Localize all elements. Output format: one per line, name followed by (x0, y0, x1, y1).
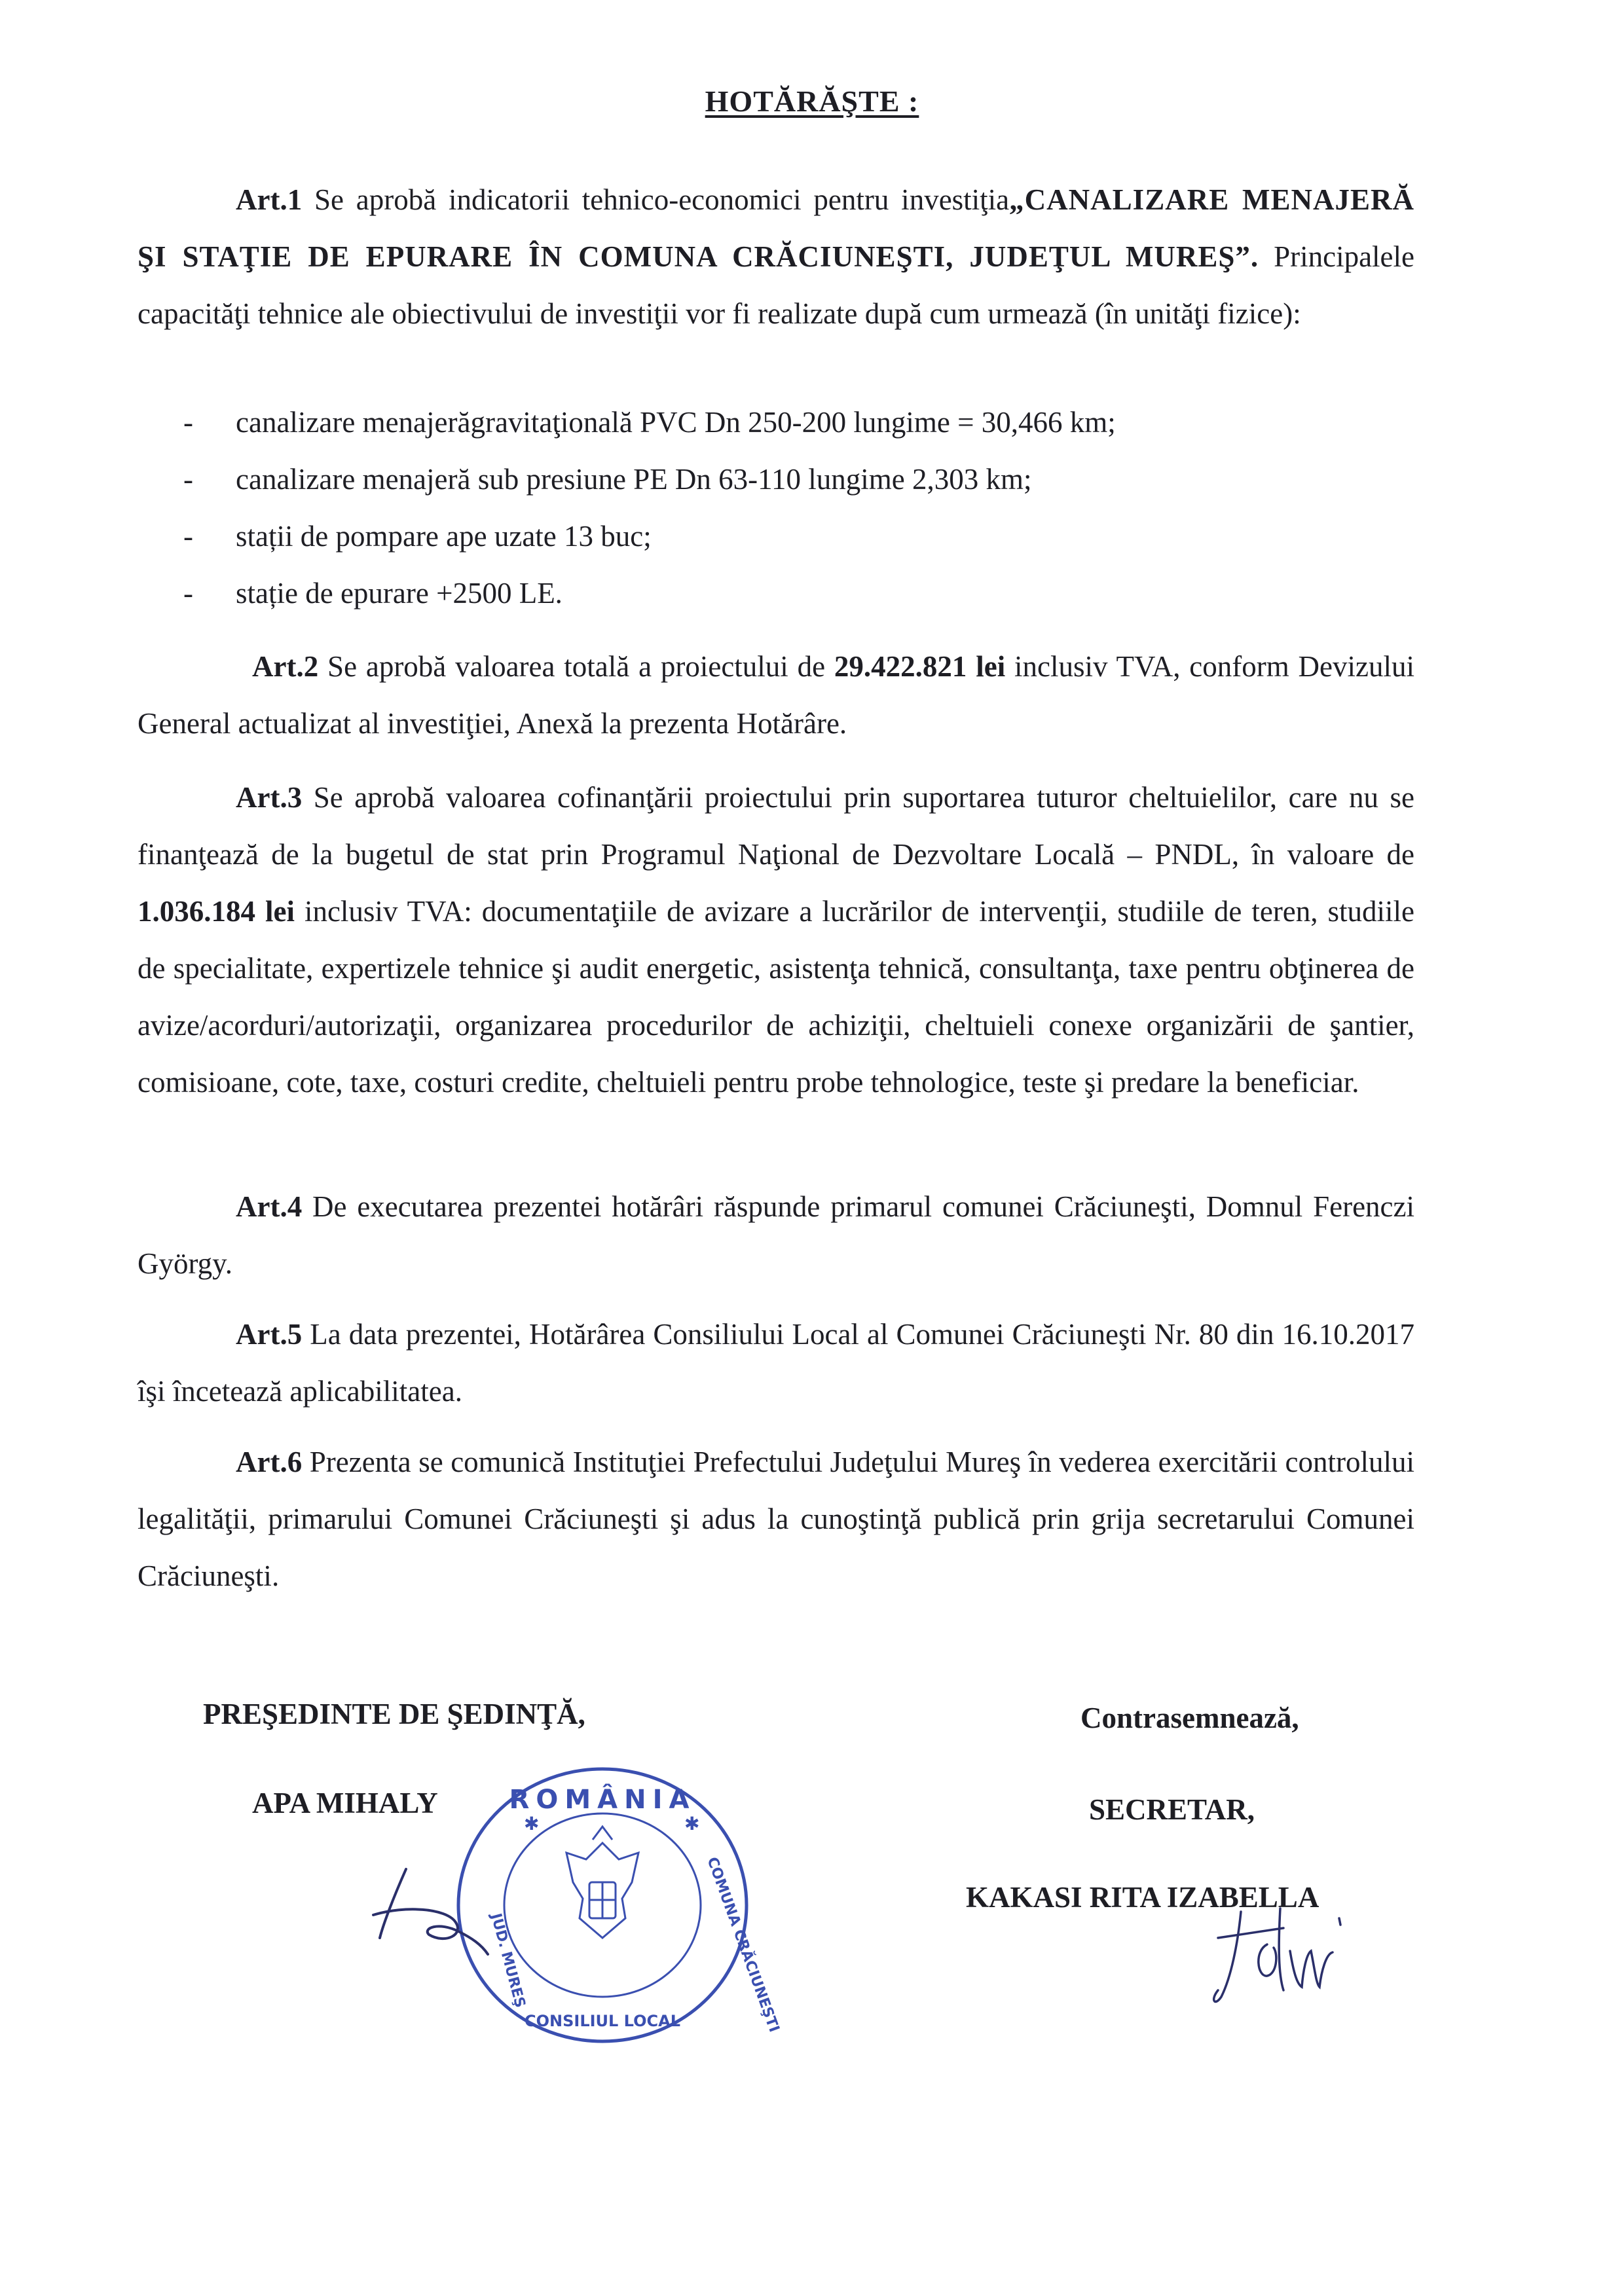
article-3-label: Art.3 (236, 781, 303, 814)
article-1 (138, 172, 1414, 342)
article-5-label: Art.5 (236, 1318, 303, 1351)
star-icon: ✱ (684, 1814, 700, 1834)
secretary-role: SECRETAR, (1089, 1793, 1255, 1826)
president-signature (367, 1859, 491, 1958)
president-role: PREŞEDINTE DE ŞEDINŢĂ, (203, 1698, 585, 1730)
secretary-signature (1205, 1899, 1356, 2016)
president-name: APA MIHALY (252, 1787, 438, 1819)
list-item: - stație de epurare +2500 LE. (183, 577, 563, 610)
cofinancing-value: 1.036.184 lei (138, 895, 295, 928)
article-6-label: Art.6 (236, 1446, 303, 1478)
stamp-country-text: ROMÂNIA (509, 1785, 696, 1815)
article-1-body: Principalele capacităţi tehnice ale obiectivului de investiţii vor fi realizate după cum urmează (în unităţi fizice): (138, 240, 1415, 330)
stamp-commune-text: COMUNA CRĂCIUNEŞTI (703, 1855, 783, 2035)
stamp-council-text: CONSILIUL LOCAL (525, 2012, 680, 2030)
article-4-label: Art.4 (236, 1190, 303, 1223)
article-4: Art.4 De executarea prezentei hotărâri răspunde primarul comunei Crăciuneşti, Domnul Ferenczi György. (138, 1190, 1414, 1280)
capacity-list (183, 394, 1414, 622)
coat-of-arms-icon (566, 1827, 638, 1938)
list-item: - stații de pompare ape uzate 13 buc; (183, 520, 652, 553)
article-1-label: Art.1 (236, 183, 303, 216)
secretary-name: KAKASI RITA IZABELLA (966, 1881, 1320, 1914)
article-6: Art.6 Prezenta se comunică Instituţiei Prefectului Judeţului Mureş în vederea exercitării controlului legalităţii, primarului Comunei Crăciuneşti şi adus la cunoştinţă publică prin grija secretarului Comunei Crăciuneşti. (138, 1446, 1414, 1592)
countersign-label: Contrasemnează, (1080, 1702, 1299, 1734)
total-value: 29.422.821 lei (834, 650, 1006, 683)
stamp-county-text: JUD. MUREŞ (487, 1912, 528, 2010)
list-item: - canalizare menajeră sub presiune PE Dn 63-110 lungime 2,303 km; (183, 463, 1032, 496)
article-2-label: Art.2 (252, 650, 319, 683)
investment-title: „CANALIZARE MENAJERĂ ŞI STAŢIE DE EPURARE ÎN COMUNA CRĂCIUNEŞTI, JUDEŢUL MUREŞ”. (138, 183, 1415, 273)
article-2: Art.2 Se aprobă valoarea totală a proiectului de 29.422.821 lei inclusiv TVA, conform Devizului General actualizat al investiţiei, Anexă la prezenta Hotărâre. (138, 650, 1414, 740)
article-1-intro: Se aprobă indicatorii tehnico-economici pentru investiţia (302, 183, 1010, 216)
document-heading: HOTĂRĂŞTE : (705, 84, 919, 118)
list-item: - canalizare menajerăgravitaţională PVC Dn 250-200 lungime = 30,466 km; (183, 406, 1116, 439)
article-3: Art.3 Se aprobă valoarea cofinanţării proiectului prin suportarea tuturor cheltuielilor, care nu se finanţează de la bugetul de stat prin Programul Naţional de Dezvoltare Locală – PNDL, în valoare de 1.036.184 lei inclusiv TVA: documentaţiile de avizare a lucrărilor de intervenţii, studiile de teren, studiile de specialitate, expertizele tehnice şi audit energetic, asistenţa tehnică, consultanţa, taxe pentru obţinerea de avize/acorduri/autorizaţii, organizarea procedurilor de achiziţii, cheltuieli conexe organizării de şantier, comisioane, cote, taxe, costuri credite, cheltuieli pentru probe tehnologice, teste şi predare la beneficiar. (138, 781, 1415, 1099)
official-stamp (452, 1761, 783, 2049)
article-5: Art.5 La data prezentei, Hotărârea Consiliului Local al Comunei Crăciuneşti Nr. 80 din 16.10.2017 îşi încetează aplicabilitatea. (138, 1318, 1414, 1408)
star-icon: ✱ (524, 1814, 540, 1834)
